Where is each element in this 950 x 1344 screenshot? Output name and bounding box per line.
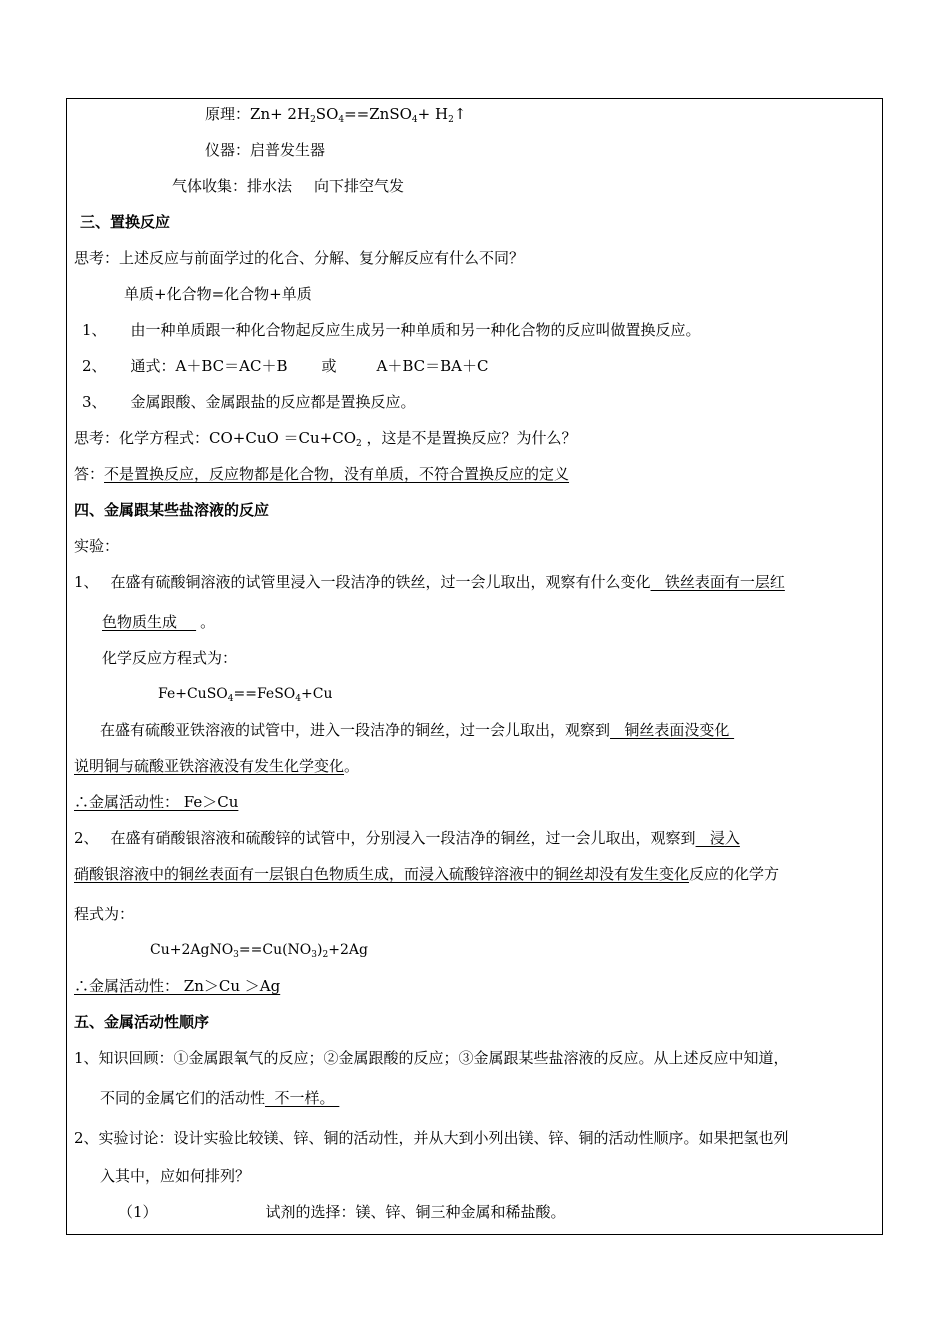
section4-title: 四、金属跟某些盐溶液的反应	[74, 501, 270, 519]
exp2-line	[74, 828, 740, 848]
discussion-line	[74, 1128, 789, 1148]
exp1-end: 。	[200, 613, 216, 631]
item3-line	[82, 392, 416, 412]
exp2-line2	[74, 864, 779, 884]
item3-text: 金属跟酸、金属跟盐的反应都是置换反应。	[130, 393, 416, 411]
exp1-text: 在盛有硫酸铜溶液的试管里浸入一段洁净的铁丝，过一会儿取出，观察有什么变化	[110, 573, 651, 591]
apparatus-line: 仪器：启普发生器	[205, 141, 326, 159]
exp2-answer-a: 浸入	[695, 829, 740, 847]
item2-or: 或	[321, 357, 337, 375]
exp1-line	[74, 572, 785, 592]
gas-collection-line	[172, 176, 404, 196]
exp2-text: 在盛有硝酸银溶液和硫酸锌的试管中，分别浸入一段洁净的铜丝，过一会儿取出，观察到	[110, 829, 696, 847]
item1-num: 1、	[82, 321, 107, 339]
exp2-line3: 程式为：	[74, 905, 135, 923]
review-line	[74, 1048, 789, 1068]
item2-alt: A＋BC＝BA＋C	[376, 357, 489, 375]
item1-line	[82, 320, 701, 340]
think1-line: 思考：上述反应与前面学过的化合、分解、复分解反应有什么不同？	[74, 249, 525, 267]
equation1: Fe+CuSO$_4$==FeSO$_4$+Cu	[158, 686, 333, 704]
exp1-answer-a: 铁丝表面有一层红	[650, 573, 785, 591]
think2-line	[74, 428, 577, 448]
review-text: 知识回顾：①金属跟氧气的反应；②金属跟酸的反应；③金属跟某些盐溶液的反应。从上述反应中知道，	[98, 1049, 789, 1067]
activity2-line: ∴金属活动性： Zn＞Cu ＞Ag	[74, 977, 281, 995]
exp2-answer-b: 硝酸银溶液中的铜丝表面有一层银白色物质生成，而浸入硫酸锌溶液中的铜丝却没有发生变化	[74, 865, 690, 883]
equation2: $Cu+2AgNO_3==Cu(NO_3)_2+2Ag$	[150, 942, 368, 960]
exp1b-end: 。	[344, 757, 360, 775]
principle-formula: $Zn+ 2H_2SO_4==ZnSO_4+$ $H_2↑$	[250, 105, 467, 125]
item3-num: 3、	[82, 393, 107, 411]
experiment-label: 实验：	[74, 537, 120, 555]
item2-label: 通式：A＋BC＝AC＋B	[130, 357, 288, 375]
gas-collection-label: 气体收集：排水法	[172, 177, 293, 195]
principle-label: 原理：	[205, 105, 251, 123]
exp1-line2	[102, 612, 215, 632]
gas-collection-alt: 向下排空气发	[314, 177, 405, 195]
exp1b-line	[100, 720, 734, 740]
answer-text: 不是置换反应，反应物都是化合物，没有单质，不符合置换反应的定义	[104, 465, 570, 483]
discussion-line2: 入其中，应如何排列？	[100, 1167, 251, 1185]
exp1b-line2	[74, 756, 359, 776]
item1-text: 由一种单质跟一种化合物起反应生成另一种单质和另一种化合物的反应叫做置换反应。	[130, 321, 701, 339]
exp2-tail: 反应的化学方	[689, 865, 780, 883]
think2-text: 思考：化学方程式：$CO+CuO =Cu+CO_2$ ，这是不是置换反应？为什么？	[74, 429, 577, 449]
exp1b-text: 在盛有硫酸亚铁溶液的试管中，进入一段洁净的铜丝，过一会儿取出，观察到	[100, 721, 611, 739]
pattern-line: 单质+化合物=化合物+单质	[124, 285, 312, 303]
discussion-text: 实验讨论：设计实验比较镁、锌、铜的活动性，并从大到小列出镁、锌、铜的活动性顺序。如果把氢也列	[98, 1129, 789, 1147]
eq-label: 化学反应方程式为：	[102, 649, 238, 667]
review-num: 1、	[74, 1049, 99, 1067]
review-answer: 不一样。	[265, 1089, 340, 1107]
answer-line	[74, 464, 569, 484]
exp1-answer-b: 色物质生成	[102, 613, 197, 631]
sub1-line	[118, 1202, 566, 1222]
item2-num: 2、	[82, 357, 107, 375]
exp1b-answer: 铜丝表面没变化	[610, 721, 735, 739]
answer-label: 答：	[74, 465, 105, 483]
review-line2	[100, 1088, 339, 1108]
review-text2: 不同的金属它们的活动性	[100, 1089, 266, 1107]
section3-title: 三、置换反应	[80, 213, 171, 231]
activity1-line: ∴金属活动性： Fe＞Cu	[74, 793, 239, 811]
section5-title: 五、金属活动性顺序	[74, 1013, 210, 1031]
principle-line	[205, 104, 466, 124]
item2-line	[82, 356, 488, 376]
discussion-num: 2、	[74, 1129, 99, 1147]
exp1-num: 1、	[74, 573, 99, 591]
exp2-num: 2、	[74, 829, 99, 847]
sub1-text: 试剂的选择：镁、锌、铜三种金属和稀盐酸。	[265, 1203, 566, 1221]
sub1-num: （1）	[118, 1203, 158, 1221]
exp1b-conclusion: 说明铜与硫酸亚铁溶液没有发生化学变化	[74, 757, 345, 775]
